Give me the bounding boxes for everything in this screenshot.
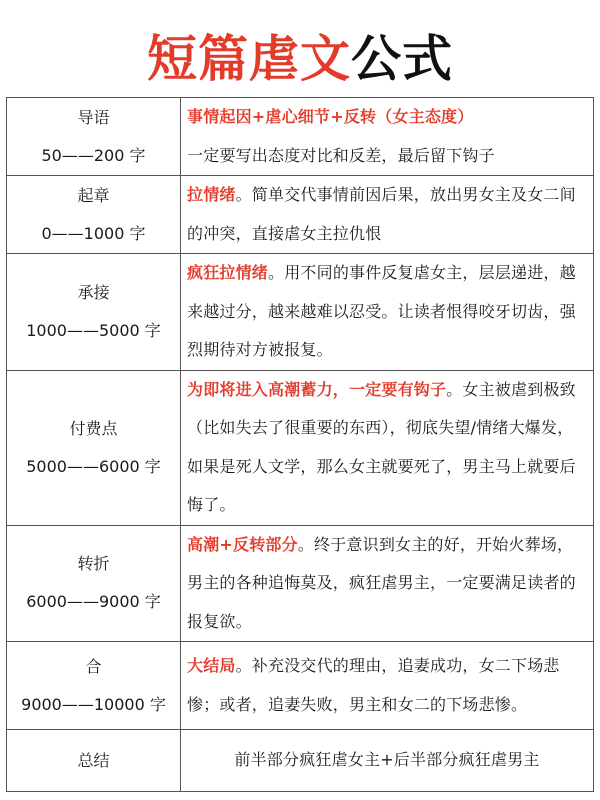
word-range: 5000——6000 字 (26, 456, 161, 476)
description-text: 一定要写出态度对比和反差，最后留下钩子 (187, 145, 495, 165)
stage-cell (7, 642, 181, 730)
highlight-text: 为即将进入高潮蓄力，一定要有钩子 (187, 379, 447, 399)
highlight-text: 事情起因+虐心细节+反转（女主态度） (187, 107, 474, 126)
stage-name: 付费点 (69, 418, 118, 438)
stage-name: 承接 (77, 282, 110, 302)
stage-name: 起章 (77, 185, 110, 205)
stage-cell (7, 176, 181, 254)
title-black-part: 公式 (351, 30, 453, 88)
formula-table (6, 97, 594, 792)
description-cell (181, 254, 594, 371)
description-text: 。用不同的事件反复虐女主，层层递进，越来越过分，越来越难以忍受。让读者恨得咬牙切齿，强烈期待对方被报复。 (187, 263, 576, 359)
highlight-text: 大结局 (187, 656, 236, 675)
word-range: 9000——10000 字 (21, 694, 166, 714)
highlight-text: 高潮+反转部分 (187, 534, 298, 554)
stage-cell (7, 254, 181, 371)
title-red-part: 短篇虐文 (147, 30, 351, 88)
highlight-line (187, 98, 587, 137)
description-text: 。女主被虐到极致（比如失去了很重要的东西），彻底失望/情绪大爆发，如果是死人文学，那么女主就要死了，男主马上就要后悔了。 (187, 379, 576, 514)
word-range: 50——200 字 (41, 145, 146, 165)
table-row (7, 525, 594, 642)
table-row (7, 98, 594, 176)
description-cell (181, 370, 594, 525)
word-range: 1000——5000 字 (26, 320, 161, 340)
summary-text: 前半部分疯狂虐女主+后半部分疯狂虐男主 (181, 730, 594, 792)
stage-cell (7, 525, 181, 642)
summary-row (7, 730, 594, 792)
description-cell (181, 642, 594, 730)
stage-name: 合 (85, 656, 102, 676)
highlight-text: 疯狂拉情绪 (187, 263, 269, 282)
stage-name: 转折 (77, 554, 110, 574)
description-text: 。终于意识到女主的好，开始火葬场，男主的各种追悔莫及，疯狂虐男主，一定要满足读者的报复欲。 (187, 534, 576, 631)
word-range: 0——1000 字 (41, 223, 146, 243)
word-range: 6000——9000 字 (26, 592, 161, 612)
page-title (0, 26, 600, 92)
summary-label: 总结 (7, 730, 181, 792)
description-cell (181, 176, 594, 254)
description-cell (181, 525, 594, 642)
table-row (7, 642, 594, 730)
description-cell (181, 98, 594, 176)
description-text: 。补充没交代的理由，追妻成功，女二下场悲惨；或者，追妻失败，男主和女二的下场悲惨。 (187, 656, 560, 714)
table-row (7, 370, 594, 525)
stage-cell (7, 370, 181, 525)
highlight-text: 拉情绪 (187, 185, 236, 204)
stage-cell (7, 98, 181, 176)
table-row (7, 254, 594, 371)
description-text: 。简单交代事情前因后果，放出男女主及女二间的冲突，直接虐女主拉仇恨 (187, 185, 576, 243)
table-row (7, 176, 594, 254)
stage-name: 导语 (77, 107, 110, 127)
